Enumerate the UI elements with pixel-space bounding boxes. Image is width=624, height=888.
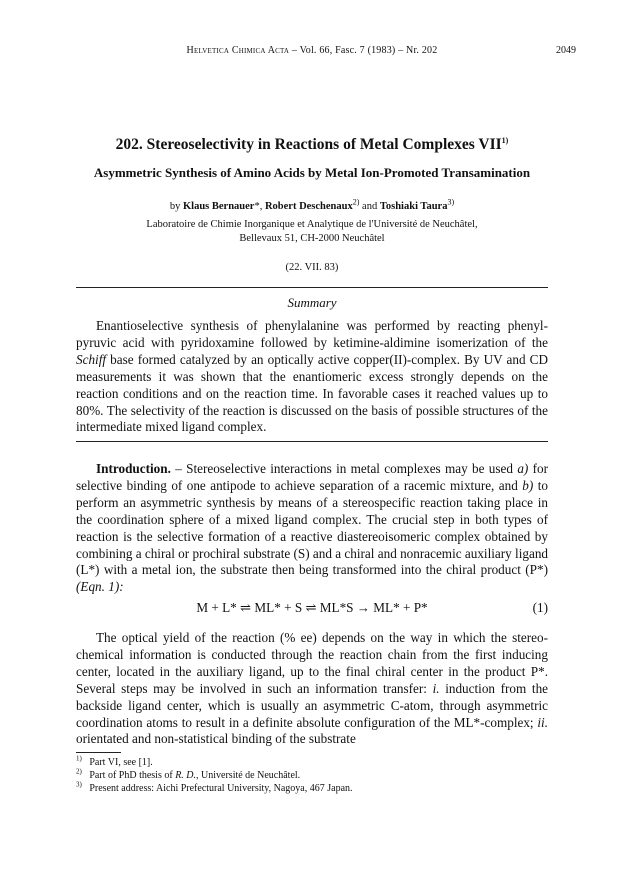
enum-i: i. — [432, 680, 440, 696]
enum-b: b) — [522, 477, 534, 493]
footnote-3: $^{3)}$ Present address: Aichi Prefectural University, Nagoya, 467 Japan. — [76, 780, 353, 794]
equation-1 — [76, 600, 548, 618]
affiliation-line-1: Laboratoire de Chimie Inorganique et Analytique de l'Université de Neuchâtel, — [146, 219, 478, 230]
equation-text: M + L* ⇌ ML* + S ⇌ ML*S → ML* + P* — [196, 600, 428, 615]
author-1: Klaus Bernauer — [182, 201, 255, 212]
footnote-1: $^{1)}$ Part VI, see [1]. — [76, 754, 153, 768]
running-header — [0, 45, 624, 59]
enum-ii: ii. — [537, 714, 548, 730]
volume-info: Vol. 66, Fasc. 7 (1983) – Nr. 202 — [299, 45, 438, 56]
summary-heading: Summary — [287, 295, 337, 310]
article-title — [40, 136, 584, 154]
page-number: 2049 — [556, 45, 576, 56]
introduction-heading: Introduction. — [96, 461, 171, 476]
received-date: (22. VII. 83) — [285, 262, 339, 273]
introduction-paragraph: Introduction. – Stereoselective interactions in metal complexes may be used a) for selective binding of one antipode to achieve separation of a racemic mixture, and b) to perform an asymmetric synthesis by means of a stereospecific reaction taking place in the coordination sphere of a mixed ligand complex. The crucial step in both types of reaction is the selective formation of a reactive diastereoisomeric complex obtained by combining a chiral or prochiral substrate (S) and a chiral and nonracemic auxiliary ligand (L*) with a metal ion, the substrate then being transformed into the chiral product (P*) (Eqn. 1): — [76, 461, 549, 595]
corresponding-mark: * — [254, 201, 260, 212]
author-3: Toshiaki Taura — [379, 201, 448, 212]
enum-a: a) — [517, 461, 529, 476]
author-line: by Klaus Bernauer*, Robert Deschenaux$^{2)}$ and Toshiaki Taura$^{3)}$ — [169, 197, 455, 212]
by-word: by — [169, 201, 181, 212]
title-footnote-mark: 1) — [501, 135, 509, 145]
equation-reference: (Eqn. 1): — [76, 579, 124, 595]
schiff-name: Schiff — [76, 351, 107, 367]
body-paragraph-2: The optical yield of the reaction (% ee) depends on the way in which the stereochemical information is conducted through the reaction chain from the first inducing center, located in the auxiliary ligand, up to the final chiral center in the product P*. Several steps may be involved in such an information transfer: i. induction from the backside ligand center, which is usually an asymmetric C-atom, through asymmetric coordination atoms to result in a definite absolute configuration of the ML*-complex; ii. orientated and non-statistical binding of the substrate — [76, 630, 549, 747]
summary-bottom-rule — [76, 441, 548, 442]
affiliation-line-2: Bellevaux 51, CH-2000 Neuchâtel — [239, 233, 385, 244]
journal-info — [0, 45, 624, 56]
author-2: Robert Deschenaux — [264, 201, 353, 212]
summary-top-rule — [76, 287, 548, 288]
article-subtitle: Asymmetric Synthesis of Amino Acids by Metal Ion-Promoted Transamination — [93, 165, 531, 180]
summary-paragraph: Enantioselective synthesis of phenylalanine was performed by reacting phenylpyruvic acid with pyridoxamine followed by ketimine-aldimine isomerization of the Schiff base formed catalyzed by an optically active copper(II)-complex. By UV and CD measurements it was shown that the enantiomeric excess strongly depends on the reaction conditions and on the reaction time. In favorable cases it reached values up to 80%. The selectivity of the reaction is discussed on the basis of possible structures of the intermediate mixed ligand complex. — [76, 318, 548, 435]
title-text: 202. Stereoselectivity in Reactions of Metal Complexes VII — [115, 136, 502, 153]
footnote-2: $^{2)}$ Part of PhD thesis of R. D., Université de Neuchâtel. — [76, 767, 301, 781]
header-separator: – — [291, 45, 300, 56]
and-word: and — [362, 201, 378, 212]
author-3-note: 3) — [447, 197, 455, 207]
author-2-note: 2) — [352, 197, 360, 207]
journal-name: Helvetica Chimica Acta — [186, 45, 290, 56]
footnote-rule — [76, 752, 121, 753]
equation-number: (1) — [532, 600, 548, 615]
